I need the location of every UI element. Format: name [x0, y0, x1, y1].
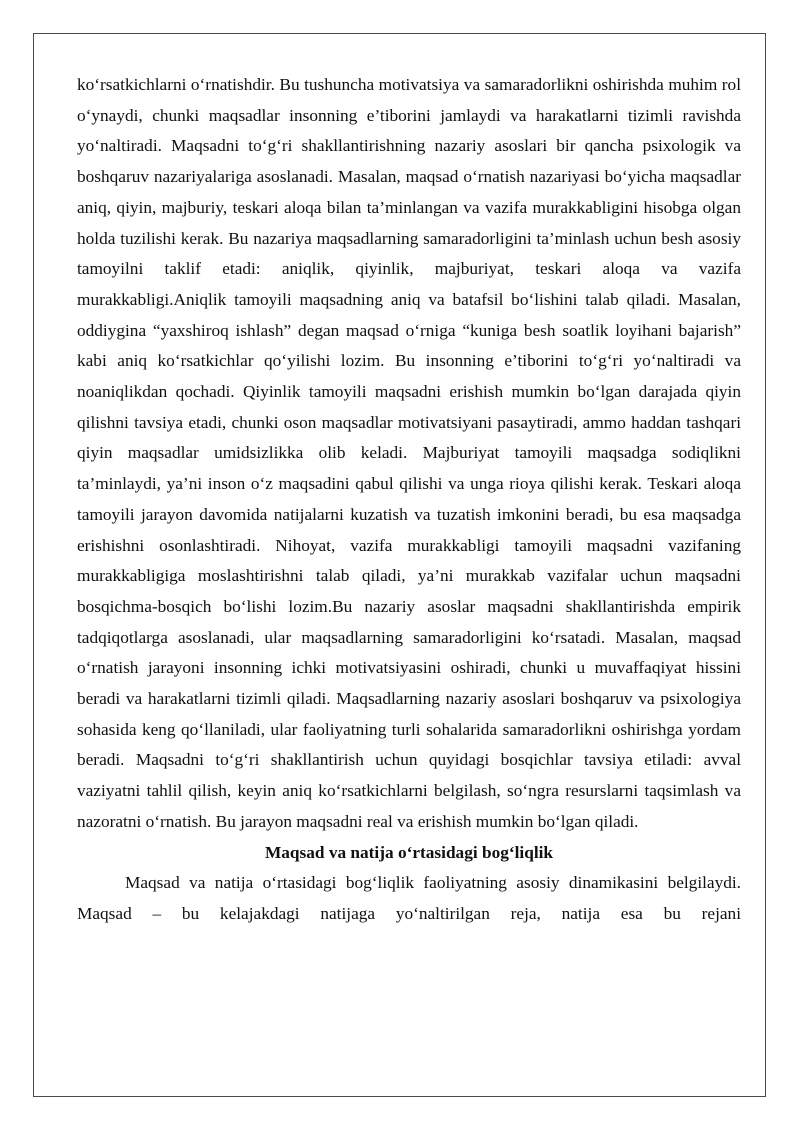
body-paragraph-continued: Maqsad va natija o‘rtasidagi bog‘liqlik faoliyatning asosiy dinamikasini belgilaydi. Maqsad – bu kelajakdagi natijaga yo‘naltirilgan reja, natija esa bu rejani [77, 873, 741, 923]
section-heading: Maqsad va natija o‘rtasidagi bog‘liqlik [264, 842, 554, 862]
body-paragraph: ko‘rsatkichlarni o‘rnatishdir. Bu tushuncha motivatsiya va samaradorlikni oshirishda muhim rol o‘ynaydi, chunki maqsadlar insonning e’tiborini jamlaydi va harakatlarni tizimli ravishda yo‘naltiradi. Maqsadni to‘g‘ri shakllantirishning nazariy asoslari bir qancha psixologik va boshqaruv nazariyalariga asoslanadi. Masalan, maqsad o‘rnatish nazariyasi bo‘yicha maqsadlar aniq, qiyin, majburiy, teskari aloqa bilan ta’minlangan va vazifa murakkabligini hisobga olgan holda tuzilishi kerak. Bu nazariya maqsadlarning samaradorligini ta’minlash uchun besh asosiy tamoyilni taklif etadi: aniqlik, qiyinlik, majburiyat, teskari aloqa va vazifa murakkabligi.Aniqlik tamoyili maqsadning aniq va batafsil bo‘lishini talab qiladi. Masalan, oddiygina “yaxshiroq ishlash” degan maqsad o‘rniga “kuniga besh soatlik loyihani bajarish” kabi aniq ko‘rsatkichlar qo‘yilishi lozim. Bu insonning e’tiborini to‘g‘ri yo‘naltiradi va noaniqlikdan qochadi. Qiyinlik tamoyili maqsadni erishish mumkin bo‘lgan darajada qiyin qilishni tavsiya etadi, chunki oson maqsadlar motivatsiyani pasaytiradi, ammo haddan tashqari qiyin maqsadlar umidsizlikka olib keladi. Majburiyat tamoyili maqsadga sodiqlikni ta’minlaydi, ya’ni inson o‘z maqsadini qabul qilishi va unga rioya qilishi kerak. Teskari aloqa tamoyili jarayon davomida natijalarni kuzatish va tuzatish imkonini beradi, bu esa maqsadga erishishni osonlashtiradi. Nihoyat, vazifa murakkabligi tamoyili maqsadni vazifaning murakkabligiga moslashtirishni talab qiladi, ya’ni murakkab vazifalar uchun maqsadni bosqichma-bosqich bo‘lishi lozim.Bu nazariy asoslar maqsadni shakllantirishda empirik tadqiqotlarga asoslanadi, ular maqsadlarning samaradorligini ko‘rsatadi. Masalan, maqsad o‘rnatish jarayoni insonning ichki motivatsiyasini oshiradi, chunki u muvaffaqiyat hissini beradi va harakatlarni tizimli qiladi. Maqsadlarning nazariy asoslari boshqaruv va psixologiya sohasida keng qo‘llaniladi, ular faoliyatning turli sohalarida samaradorlikni oshirishga yordam beradi. Maqsadni to‘g‘ri shakllantirish uchun quyidagi bosqichlar tavsiya etiladi: avval vaziyatni tahlil qilish, keyin aniq ko‘rsatkichlarni belgilash, so‘ngra resurslarni taqsimlash va nazoratni o‘rnatish. Bu jarayon maqsadni real va erishish mumkin bo‘lgan qiladi. [77, 75, 741, 831]
document-body [77, 70, 741, 930]
